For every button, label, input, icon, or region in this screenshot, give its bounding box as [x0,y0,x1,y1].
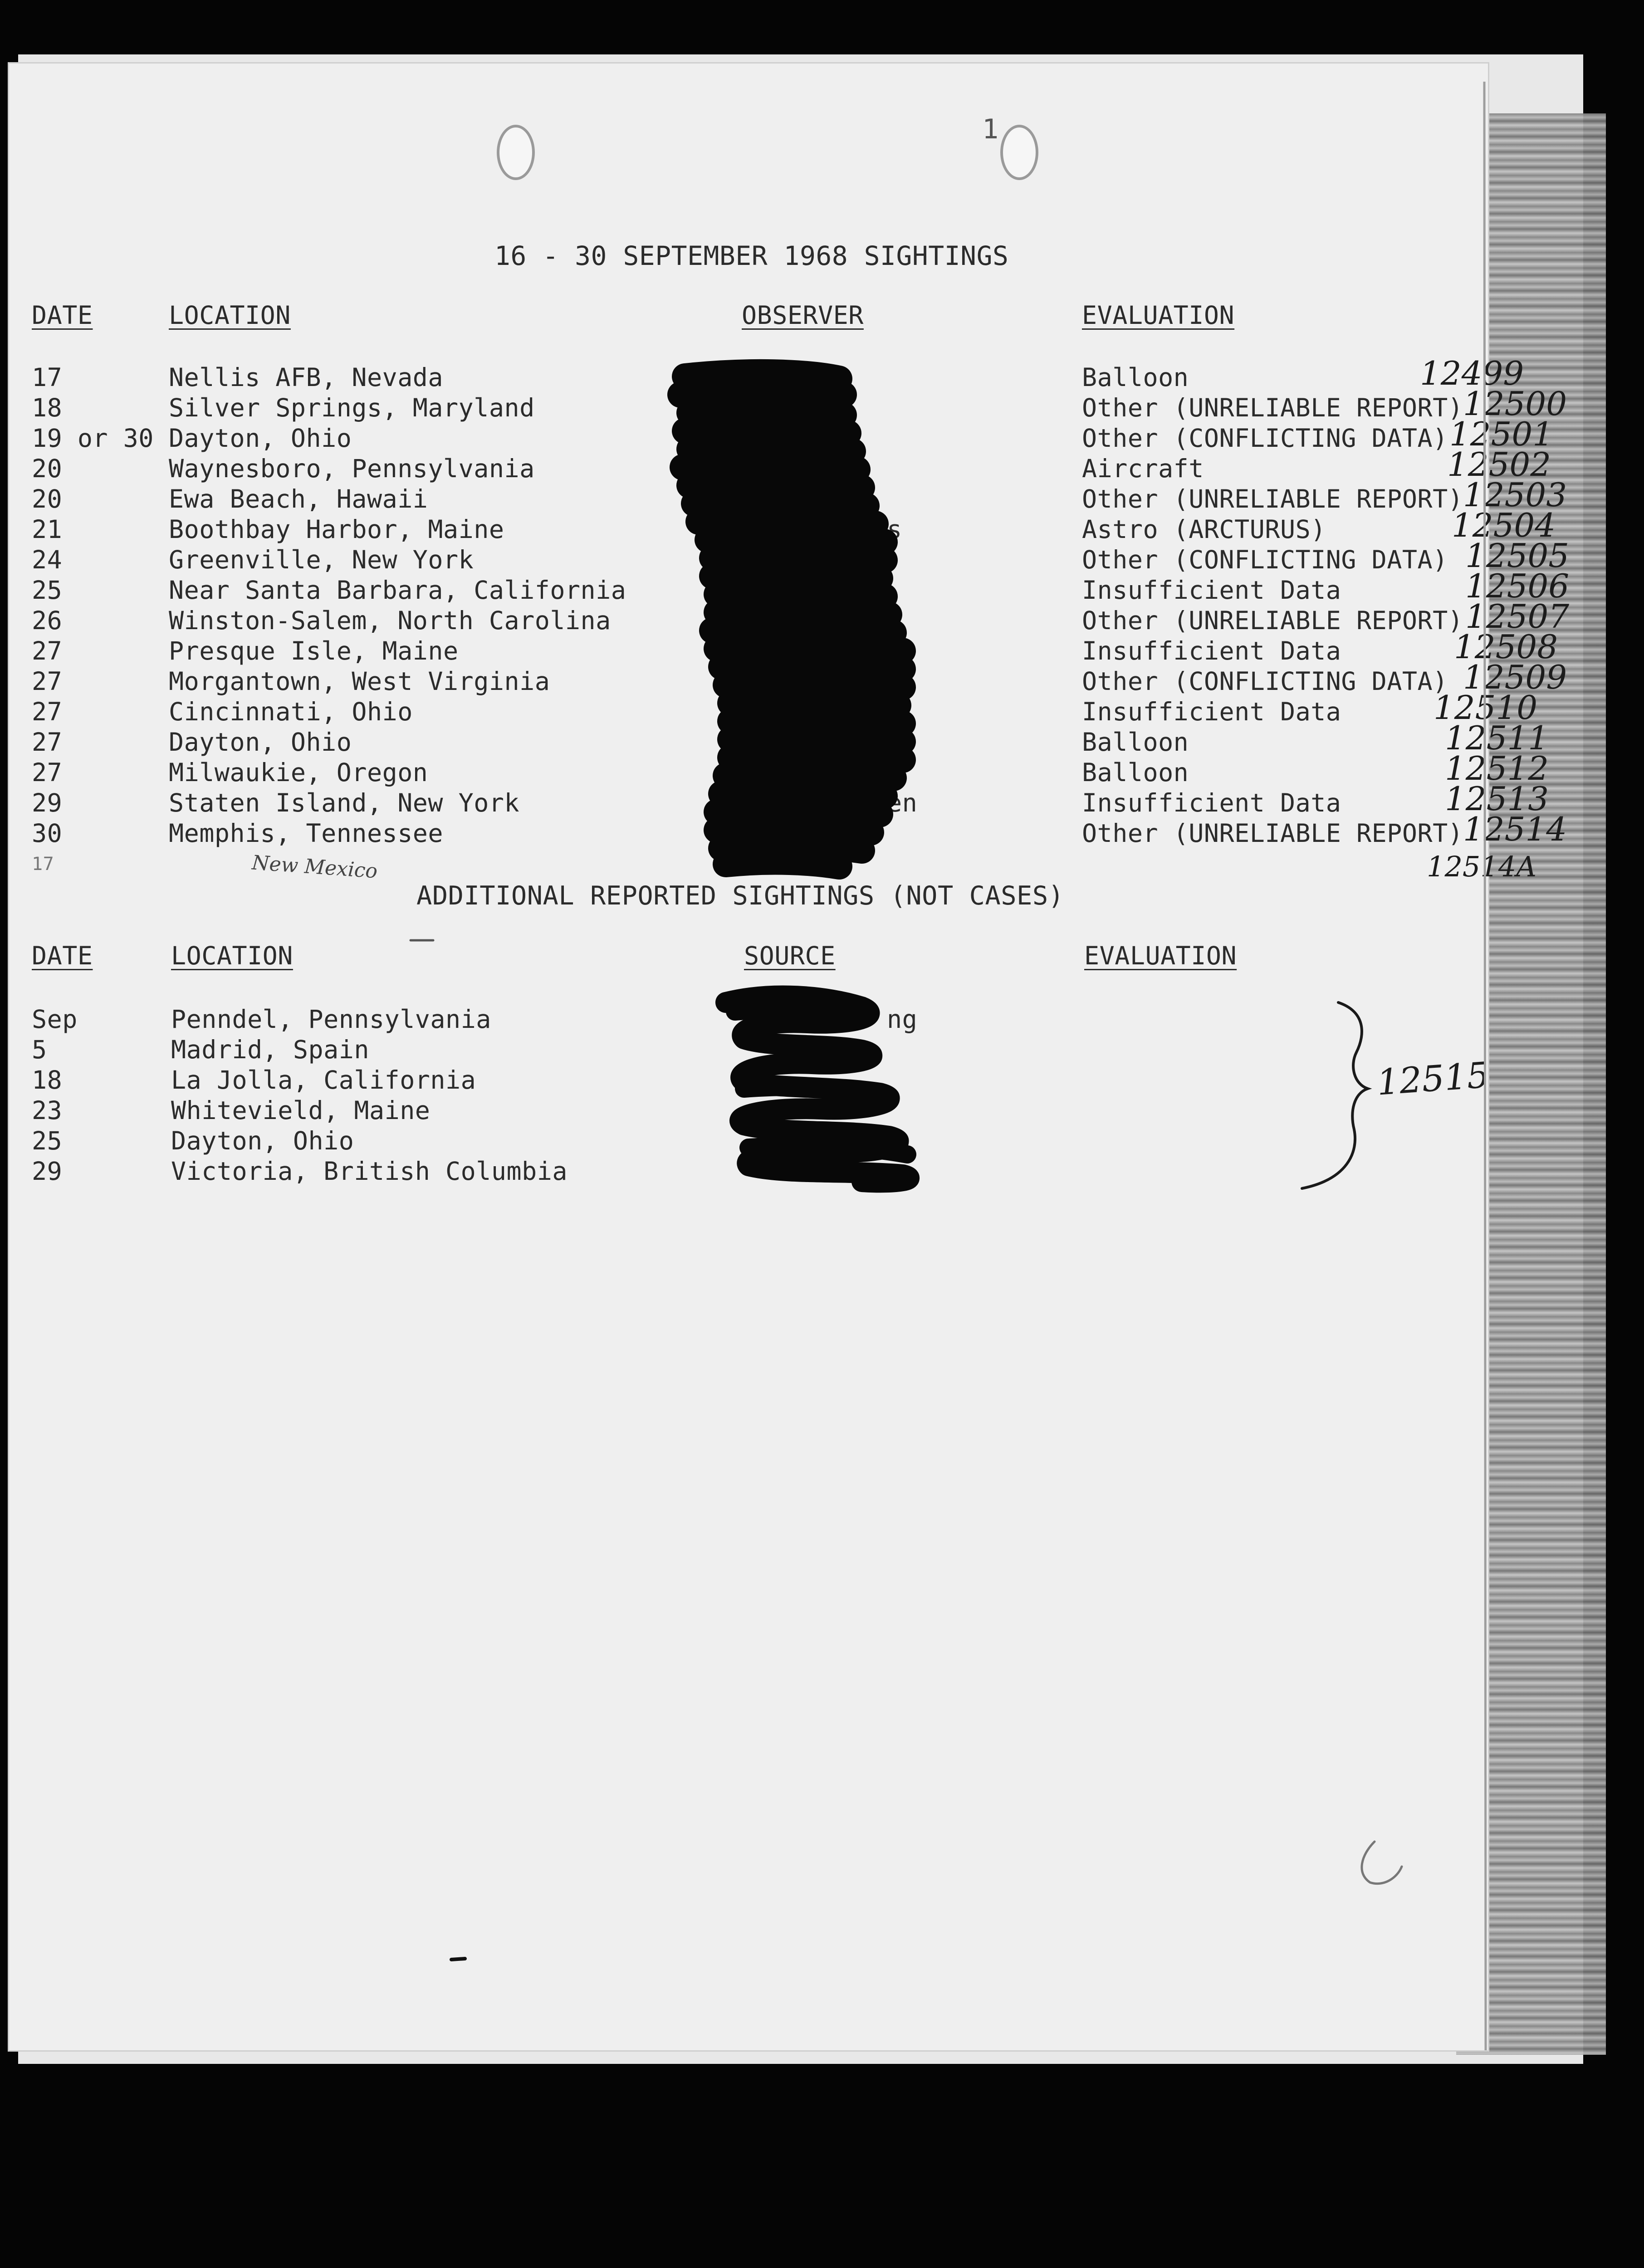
col-header-evaluation-2: EVALUATION [1084,941,1237,970]
row-date: 18 [32,393,63,422]
row-case-number: 12514 [1463,810,1567,848]
row-case-number: 12509 [1463,658,1567,696]
page-mark: 1 [982,113,999,145]
row-case-number: 12502 [1447,445,1551,484]
row-case-number: 12511 [1445,719,1549,757]
row-evaluation: Balloon [1082,363,1189,392]
col-header-evaluation: EVALUATION [1082,301,1235,330]
row-evaluation: Insufficient Data [1082,576,1341,605]
row-evaluation: Other (CONFLICTING DATA) [1082,667,1448,696]
row-evaluation: Balloon [1082,758,1189,787]
section-title-additional: ADDITIONAL REPORTED SIGHTINGS (NOT CASES) [416,881,1064,911]
row-location: Milwaukie, Oregon [169,758,428,787]
row-evaluation: Other (CONFLICTING DATA) [1082,424,1448,453]
row-date: 21 [32,515,63,544]
row-date: 18 [32,1066,63,1095]
row-date: 25 [32,1126,63,1155]
row-date: 30 [32,819,63,848]
row-date: 20 [32,454,63,483]
row-case-number: 12510 [1434,689,1538,727]
row-location: Madrid, Spain [171,1035,369,1064]
bracket-mark [1302,1002,1368,1188]
row-location: Staten Island, New York [169,788,520,817]
stray-dash-mark [451,1959,465,1960]
row-location: Greenville, New York [169,545,474,574]
row-case-number: 12499 [1420,354,1524,392]
row-location: Presque Isle, Maine [169,636,459,665]
row-location: Dayton, Ohio [171,1126,354,1155]
row-location: Silver Springs, Maryland [169,393,535,422]
row-case-number: 12507 [1465,597,1570,635]
row-date: 24 [32,545,63,574]
row-date: 20 [32,484,63,513]
row-evaluation: Insufficient Data [1082,636,1341,665]
row-case-number: 12514A [1427,850,1537,883]
row-date: 19 or 30 [32,424,154,453]
row-date: 26 [32,606,63,635]
row-location: Ewa Beach, Hawaii [169,484,428,513]
col-header-source: SOURCE [744,941,836,970]
row-location: Cincinnati, Ohio [169,697,413,726]
row-date: 27 [32,636,63,665]
row-evaluation: Other (UNRELIABLE REPORT) [1082,393,1463,422]
row-evaluation: Balloon [1082,728,1189,757]
row-case-number: 12508 [1454,628,1558,666]
bracket-case-number: 12515 [1375,1055,1491,1104]
col-header-date: DATE [32,301,93,330]
row-case-number: 12503 [1463,476,1567,514]
row-date: 27 [32,697,63,726]
row-location-handwritten: New Mexico [251,851,378,883]
source-redaction [726,996,909,1183]
row-location: La Jolla, California [171,1066,476,1095]
row-date: 27 [32,728,63,757]
row-date: 25 [32,576,63,605]
row-location: Boothbay Harbor, Maine [169,515,504,544]
source-fragment: ng [887,1005,918,1034]
row-date: 27 [32,758,63,787]
row-evaluation: Other (UNRELIABLE REPORT) [1082,484,1463,513]
document-title: 16 - 30 SEPTEMBER 1968 SIGHTINGS [494,240,1009,271]
row-case-number: 12513 [1445,780,1549,818]
col-header-location-2: LOCATION [171,941,293,970]
row-location: Nellis AFB, Nevada [169,363,444,392]
row-location: Dayton, Ohio [169,424,352,453]
row-location: Waynesboro, Pennsylvania [169,454,535,483]
row-evaluation: Other (CONFLICTING DATA) [1082,545,1448,574]
row-case-number: 12506 [1465,567,1570,605]
col-header-date-2: DATE [32,941,93,970]
row-location: Whitevield, Maine [171,1096,431,1125]
row-evaluation: Insufficient Data [1082,788,1341,817]
row-date: 29 [32,788,63,817]
row-date: 27 [32,667,63,696]
row-evaluation: Other (UNRELIABLE REPORT) [1082,606,1463,635]
row-date: Sep [32,1005,78,1034]
row-case-number: 12500 [1463,385,1567,423]
row-case-number: 12505 [1465,537,1570,575]
observer-redaction [680,372,903,866]
row-date: 29 [32,1157,63,1186]
observer-fragment: en [887,788,918,817]
row-evaluation: Insufficient Data [1082,697,1341,726]
row-location: Penndel, Pennsylvania [171,1005,491,1034]
row-case-number: 12504 [1452,506,1556,544]
row-date: 17 [32,363,63,392]
col-header-location: LOCATION [169,301,291,330]
row-location: Victoria, British Columbia [171,1157,568,1186]
row-date: 5 [32,1035,47,1064]
pen-check-mark [1362,1842,1402,1884]
row-location: Morgantown, West Virginia [169,667,550,696]
row-location: Memphis, Tennessee [169,819,444,848]
col-header-observer: OBSERVER [742,301,864,330]
observer-fragment: s [887,515,902,544]
row-location: Winston-Salem, North Carolina [169,606,611,635]
page-margin-line [1484,82,1486,2050]
row-case-number: 12501 [1449,415,1554,453]
row-date: 17 [32,854,54,875]
row-case-number: 12512 [1445,749,1549,787]
row-evaluation: Aircraft [1082,454,1204,483]
row-evaluation: Other (UNRELIABLE REPORT) [1082,819,1463,848]
row-location: Dayton, Ohio [169,728,352,757]
row-evaluation: Astro (ARCTURUS) [1082,515,1326,544]
row-date: 23 [32,1096,63,1125]
row-location: Near Santa Barbara, California [169,576,626,605]
